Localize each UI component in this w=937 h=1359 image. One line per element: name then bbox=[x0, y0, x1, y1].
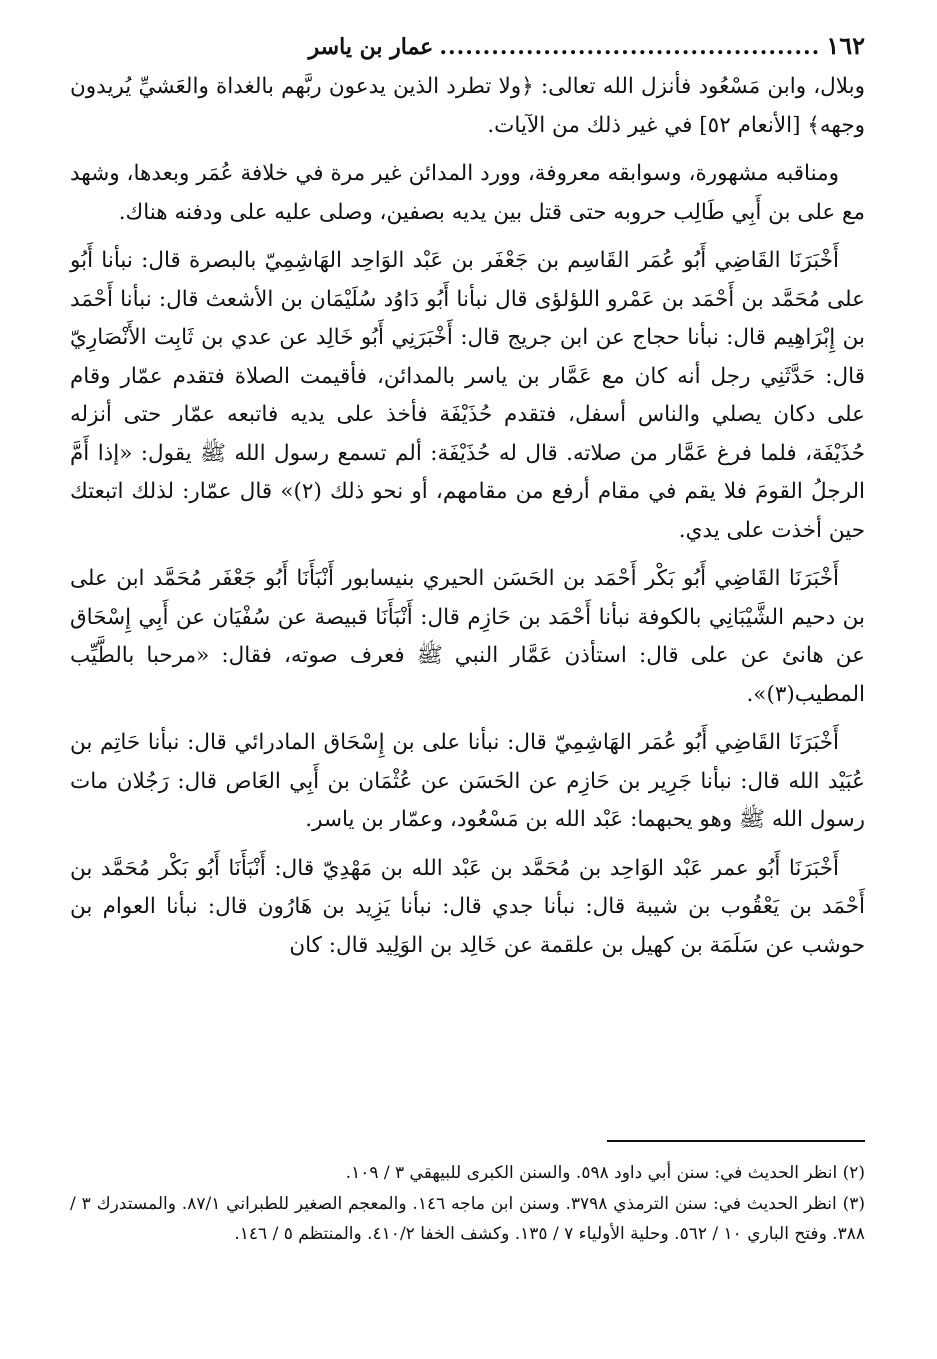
paragraph-hadith-two-men: أَخْبَرَنَا القَاضِي أَبُو عُمَر الهَاشِمِيّ قال: نبأنا على بن إِسْحَاق المادرائي قال: نبأنا حَاتِم بن عُبَيْد الله قال: نبأنا جَرِير بن حَازِم عن الحَسَن عن عُثْمَان بن أَبِي العَاص قال: رَجُلان مات رسول الله ﷺ وهو يحبهما: عَبْد الله بن مَسْعُود، وعمّار بن ياسر. bbox=[70, 730, 865, 832]
paragraph-hadith-khalid: أَخْبَرَنَا أَبُو عمر عَبْد الوَاحِد بن مُحَمَّد بن عَبْد الله بن مَهْدِيّ قال: أَنْبَأَنَا أَبُو بَكْر مُحَمَّد بن أَحْمَد بن يَعْقُوب بن شيبة قال: نبأنا جدي قال: نبأنا يَزِيد بن هَارُون قال: نبأنا العوام بن حوشب عن سَلَمَة بن كهيل بن علقمة عن خَالِد بن الوَلِيد قال: كان bbox=[70, 855, 865, 958]
page-body bbox=[70, 68, 865, 965]
running-header bbox=[70, 30, 865, 66]
footnote-3: (٣) انظر الحديث في: سنن الترمذي ٣٧٩٨. وسنن ابن ماجه ١٤٦. والمعجم الصغير للطبراني ٨٧/١. والمستدرك ٣ / ٣٨٨. وفتح الباري ١٠ / ٥٦٢. وحلية الأولياء ٧ / ١٣٥. وكشف الخفا ٤١٠/٢. والمنتظم ٥ / ١٤٦. bbox=[70, 1194, 865, 1244]
footnote-separator bbox=[607, 1140, 865, 1142]
paragraph-hadith-marhaba: أَخْبَرَنَا القَاضِي أَبُو بَكْر أَحْمَد بن الحَسَن الحيري بنيسابور أَنْبَأَنَا أَبُو جَعْفَر مُحَمَّد ابن على بن دحيم الشَّيْبَانِي بالكوفة نبأنا أَحْمَد بن حَازِم قال: أَنْبَأَنَا قبيصة عن سُفْيَان عن أَبِي إِسْحَاق عن هانئ عن على قال: استأذن عَمَّار النبي ﷺ فعرف صوته، فقال: «مرحبا بالطَّيِّب المطيب(٣)». bbox=[70, 566, 865, 707]
footnote-2: (٢) انظر الحديث في: سنن أبي داود ٥٩٨. والسنن الكبرى للبيهقي ٣ / ١٠٩. bbox=[345, 1163, 865, 1183]
paragraph-continuation: وبلال، وابن مَسْعُود فأنزل الله تعالى: ﴿ولا تطرد الذين يدعون ربَّهم بالغداة والعَشيِّ يُريدون وجهه﴾ [الأنعام ٥٢] في غير ذلك من الآيات. bbox=[70, 74, 865, 138]
header-title: عمار بن ياسر bbox=[308, 34, 434, 60]
paragraph-hadith-imamah: أَخْبَرَنَا القَاضِي أَبُو عُمَر القَاسِم بن جَعْفَر بن عَبْد الوَاحِد الهَاشِمِيّ بالبصرة قال: نبأنا أَبُو على مُحَمَّد بن أَحْمَد بن عَمْرو اللؤلؤى قال نبأنا أَبُو دَاوُد سُلَيْمَان بن الأشعث قال: نبأنا أَحْمَد بن إِبْرَاهِيم قال: نبأنا حجاج عن ابن جريج قال: أَخْبَرَنِي أَبُو خَالِد عن عدي بن ثَابِت الأَنْصَارِيّ قال: حَدَّثَنِي رجل أنه كان مع عَمَّار بن ياسر بالمدائن، فأقيمت الصلاة فتقدم عمّار وقام على دكان يصلي والناس أسفل، فتقدم حُذَيْفَة فأخذ على يديه فاتبعه عمّار حتى أنزله حُذَيْفَة، فلما فرغ عَمَّار من صلاته. قال له حُذَيْفَة: ألم تسمع رسول الله ﷺ يقول: «إذا أَمَّ الرجلُ القومَ فلا يقم في مقام أرفع من مقامهم، أو نحو ذلك (٢)» قال عمّار: لذلك اتبعتك حين أخذت على يدي. bbox=[70, 248, 865, 543]
page-number: ١٦٢ bbox=[826, 31, 865, 60]
paragraph-virtues: ومناقبه مشهورة، وسوابقه معروفة، وورد المدائن غير مرة في خلافة عُمَر وبعدها، وشهد مع على بن أَبِي طَالِب حروبه حتى قتل بين يديه بصفين، وصلى عليه على ودفنه هناك. bbox=[70, 161, 865, 225]
header-dot-leader: ............................................ bbox=[439, 34, 821, 60]
footnotes bbox=[70, 1158, 865, 1250]
